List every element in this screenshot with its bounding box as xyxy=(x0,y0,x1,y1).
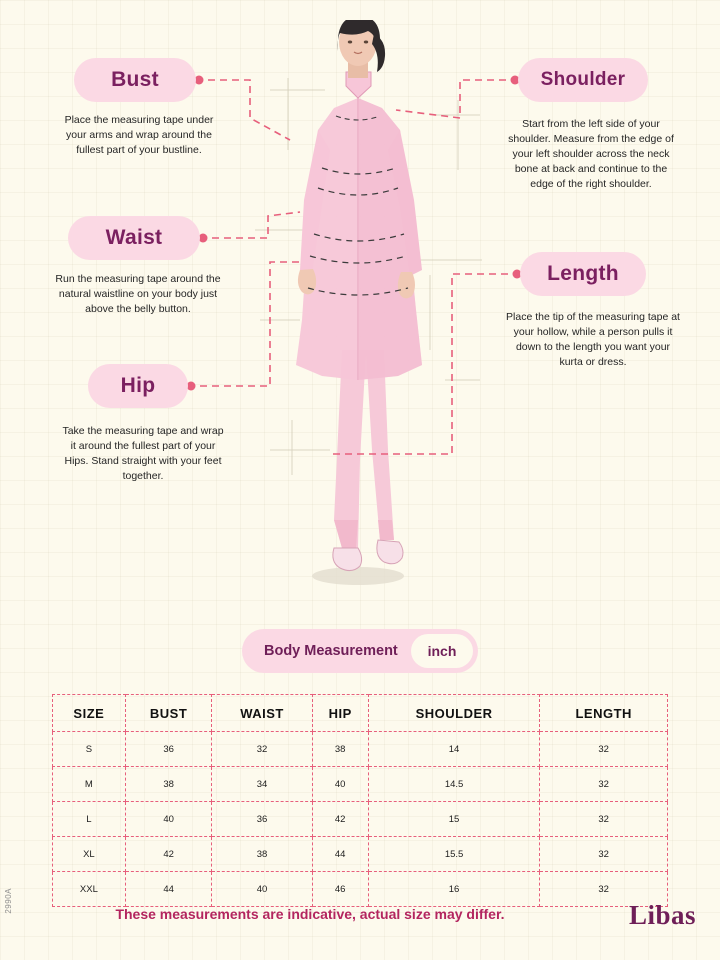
callout-description-waist: Run the measuring tape around the natural waistline on your body just above the belly button. xyxy=(55,273,221,315)
cell-shoulder: 15.5 xyxy=(368,837,540,872)
size-chart-table xyxy=(52,694,668,907)
cell-size: XXL xyxy=(53,872,126,907)
cell-waist: 40 xyxy=(212,872,312,907)
callout-label-waist: Waist xyxy=(105,226,163,249)
cell-size: S xyxy=(53,732,126,767)
side-code: 2990A xyxy=(4,888,13,914)
callout-label-shoulder: Shoulder xyxy=(540,69,626,90)
body-measurement-bar xyxy=(242,629,478,673)
table-header-waist: WAIST xyxy=(212,695,312,732)
callout-label-bust: Bust xyxy=(111,68,159,91)
table-row xyxy=(53,767,668,802)
cell-size: M xyxy=(53,767,126,802)
table-row xyxy=(53,872,668,907)
cell-hip: 40 xyxy=(312,767,368,802)
cell-shoulder: 15 xyxy=(368,802,540,837)
callout-description-hip: Take the measuring tape and wrap it around the fullest part of your Hips. Stand straight with your feet together. xyxy=(62,425,224,482)
callout-label-length: Length xyxy=(547,262,619,285)
callout-description-length: Place the tip of the measuring tape at your hollow, while a person pulls it down to the length you want your kurta or dress. xyxy=(506,311,680,368)
cell-hip: 46 xyxy=(312,872,368,907)
cell-shoulder: 14 xyxy=(368,732,540,767)
table-row xyxy=(53,732,668,767)
callout-pill-waist xyxy=(68,216,200,260)
table-header-length: LENGTH xyxy=(540,695,668,732)
cell-length: 32 xyxy=(540,837,668,872)
cell-bust: 44 xyxy=(125,872,212,907)
unit-toggle-inch[interactable]: inch xyxy=(411,634,473,668)
table-header-row xyxy=(53,695,668,732)
cell-length: 32 xyxy=(540,802,668,837)
cell-shoulder: 14.5 xyxy=(368,767,540,802)
cell-length: 32 xyxy=(540,732,668,767)
cell-hip: 42 xyxy=(312,802,368,837)
table-header-bust: BUST xyxy=(125,695,212,732)
table-row xyxy=(53,837,668,872)
callout-pill-hip xyxy=(88,364,188,408)
disclaimer-text: These measurements are indicative, actual size may differ. xyxy=(115,906,505,922)
table-row xyxy=(53,802,668,837)
callout-pill-length xyxy=(520,252,646,296)
callout-label-hip: Hip xyxy=(120,374,156,397)
table-header-hip: HIP xyxy=(312,695,368,732)
cell-shoulder: 16 xyxy=(368,872,540,907)
cell-bust: 38 xyxy=(125,767,212,802)
cell-size: L xyxy=(53,802,126,837)
cell-length: 32 xyxy=(540,767,668,802)
model-illustration xyxy=(230,20,490,600)
callout-description-shoulder: Start from the left side of your shoulder. Measure from the edge of your left shoulder across the neck bone at back and continue to the edge of the right shoulder. xyxy=(508,118,674,190)
cell-waist: 32 xyxy=(212,732,312,767)
cell-hip: 38 xyxy=(312,732,368,767)
cell-bust: 40 xyxy=(125,802,212,837)
cell-size: XL xyxy=(53,837,126,872)
callout-pill-bust xyxy=(74,58,196,102)
brand-logo: Libas xyxy=(628,900,696,930)
cell-bust: 36 xyxy=(125,732,212,767)
table-header-size: SIZE xyxy=(53,695,126,732)
callout-pill-shoulder xyxy=(518,58,648,102)
cell-waist: 34 xyxy=(212,767,312,802)
cell-length: 32 xyxy=(540,872,668,907)
body-measurement-title: Body Measurement xyxy=(264,643,398,659)
cell-waist: 38 xyxy=(212,837,312,872)
table-header-shoulder: SHOULDER xyxy=(368,695,540,732)
cell-waist: 36 xyxy=(212,802,312,837)
cell-hip: 44 xyxy=(312,837,368,872)
cell-bust: 42 xyxy=(125,837,212,872)
callout-description-bust: Place the measuring tape under your arms and wrap around the fullest part of your bustline. xyxy=(64,114,214,156)
